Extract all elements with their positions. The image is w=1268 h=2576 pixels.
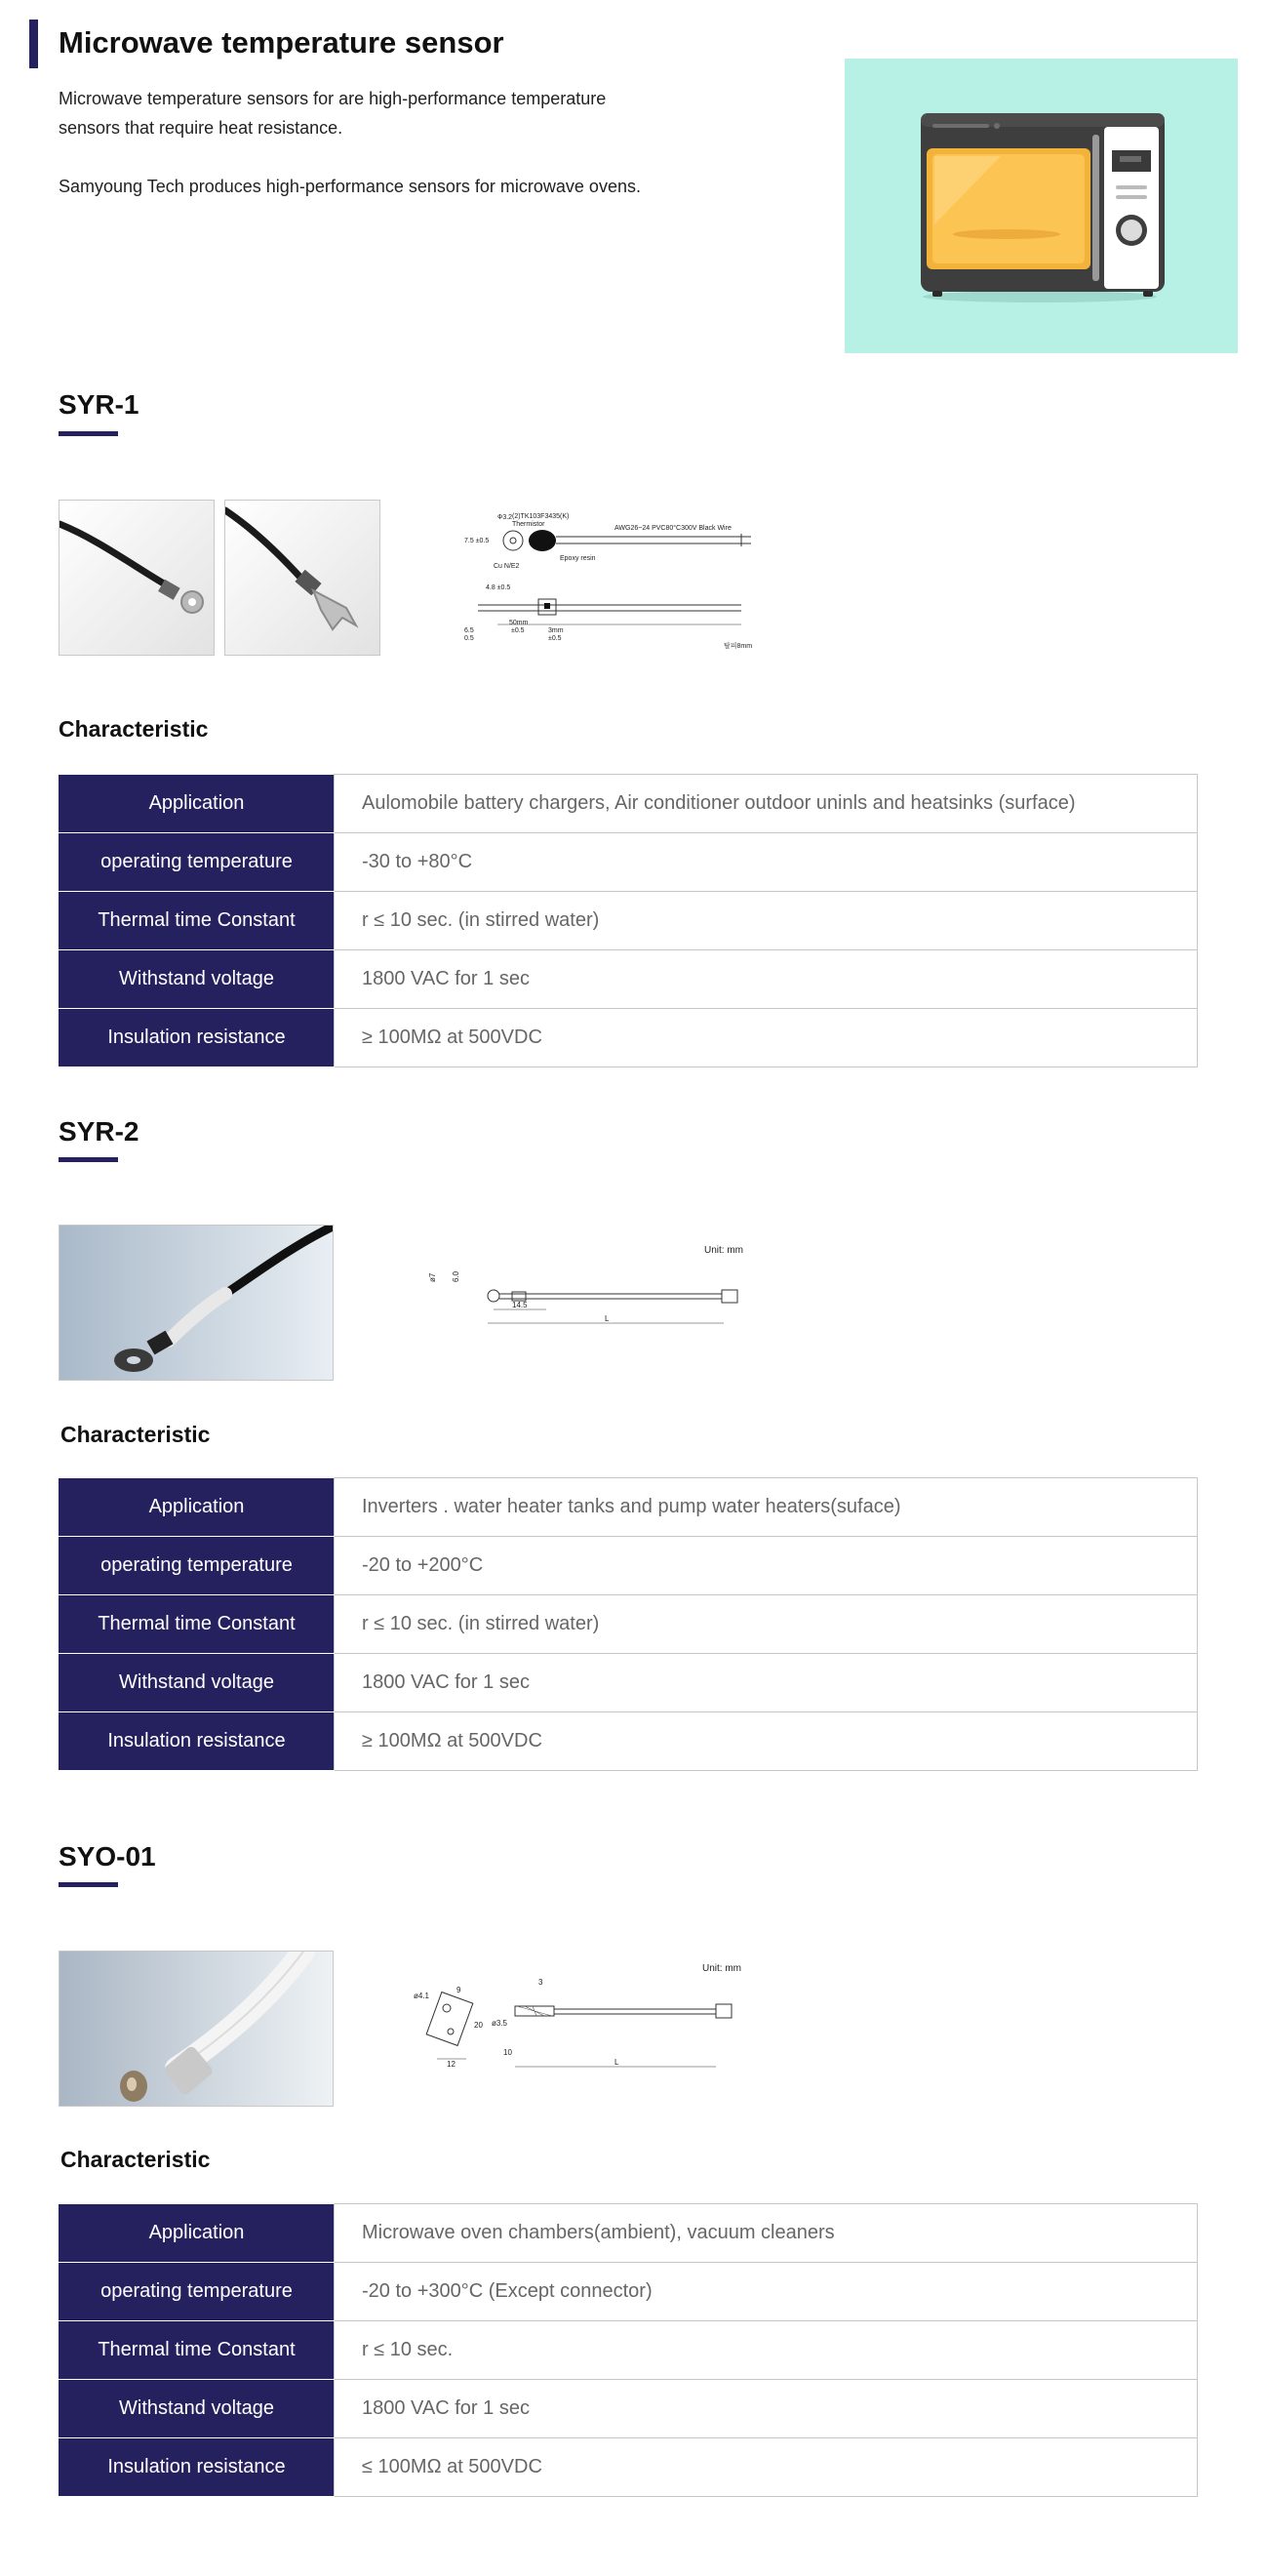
title-accent-bar	[29, 20, 38, 68]
drawing-label: ø7	[428, 1272, 437, 1282]
microwave-illustration	[845, 59, 1238, 353]
product-photo	[59, 1225, 334, 1381]
table-row	[59, 833, 1198, 892]
drawing-label: 탈피8mm	[724, 643, 753, 650]
spec-label: Insulation resistance	[59, 2438, 335, 2497]
spec-value: 1800 VAC for 1 sec	[335, 2380, 1198, 2438]
title-underline	[59, 1882, 118, 1887]
spec-label: operating temperature	[59, 833, 335, 892]
table-row	[59, 2204, 1198, 2263]
intro-paragraph: Samyoung Tech produces high-performance sensors for microwave ovens.	[59, 177, 641, 196]
spec-label: Withstand voltage	[59, 2380, 335, 2438]
table-row	[59, 2438, 1198, 2497]
characteristic-heading: Characteristic	[59, 716, 209, 742]
drawing-label: Cu N/E2	[494, 563, 520, 570]
table-row	[59, 892, 1198, 950]
drawing-label: 0.5	[464, 635, 474, 642]
table-row	[59, 2321, 1198, 2380]
page-header	[0, 0, 1268, 371]
drawing-label: ±0.5	[511, 627, 525, 634]
drawing-label: 10	[503, 2048, 512, 2057]
spec-label: operating temperature	[59, 2263, 335, 2321]
drawing-label: ø3.5	[492, 2019, 508, 2028]
drawing-label: ±0.5	[548, 635, 562, 642]
spec-value: r ≤ 10 sec. (in stirred water)	[335, 892, 1198, 950]
title-underline	[59, 431, 118, 436]
product-photo	[224, 500, 380, 656]
spec-value: Aulomobile battery chargers, Air conditioner outdoor uninls and heatsinks (surface)	[335, 775, 1198, 833]
spec-label: Thermal time Constant	[59, 2321, 335, 2380]
spec-value: 1800 VAC for 1 sec	[335, 1654, 1198, 1712]
table-row	[59, 1009, 1198, 1067]
product-photo	[59, 1951, 334, 2107]
spec-value: ≥ 100MΩ at 500VDC	[335, 1712, 1198, 1771]
spec-label: Application	[59, 775, 335, 833]
spec-label: Application	[59, 2204, 335, 2263]
product-title: SYR-1	[59, 389, 139, 420]
spec-value: -30 to +80°C	[335, 833, 1198, 892]
spec-value: ≥ 100MΩ at 500VDC	[335, 1009, 1198, 1067]
drawing-label: Ф3.2	[497, 514, 513, 521]
technical-drawing	[458, 503, 775, 660]
drawing-unit: Unit: mm	[704, 1245, 743, 1256]
intro-paragraph: Microwave temperature sensors for are high-performance temperature sensors that require heat resistance.	[59, 89, 607, 138]
spec-label: Thermal time Constant	[59, 892, 335, 950]
page-title: Microwave temperature sensor	[59, 25, 504, 60]
drawing-label: 4.8 ±0.5	[486, 584, 511, 591]
table-row	[59, 1595, 1198, 1654]
drawing-label: 20	[474, 2021, 483, 2030]
spec-label: Withstand voltage	[59, 950, 335, 1009]
spec-table	[59, 774, 1198, 1067]
drawing-unit: Unit: mm	[702, 1963, 741, 1974]
drawing-label: 7.5 ±0.5	[464, 538, 490, 544]
drawing-label: L	[614, 2058, 619, 2067]
table-row	[59, 1478, 1198, 1537]
spec-label: Insulation resistance	[59, 1712, 335, 1771]
drawing-label: 12	[447, 2060, 456, 2069]
product-photo	[59, 500, 215, 656]
drawing-label: 50mm	[509, 620, 529, 626]
table-row	[59, 1654, 1198, 1712]
spec-label: Withstand voltage	[59, 1654, 335, 1712]
drawing-label: L	[605, 1314, 610, 1323]
drawing-label: 6.5	[464, 627, 474, 634]
characteristic-heading: Characteristic	[60, 2147, 211, 2172]
technical-drawing	[408, 1957, 759, 2104]
spec-table	[59, 1477, 1198, 1771]
drawing-label: 14.5	[512, 1301, 528, 1309]
spec-label: Application	[59, 1478, 335, 1537]
drawing-label: Thermistor	[512, 521, 545, 528]
drawing-label: (2)TK103F3435(K)	[512, 513, 570, 520]
spec-value: Microwave oven chambers(ambient), vacuum cleaners	[335, 2204, 1198, 2263]
spec-value: -20 to +200°C	[335, 1537, 1198, 1595]
drawing-label: ø4.1	[414, 1992, 430, 2000]
spec-value: Inverters . water heater tanks and pump water heaters(suface)	[335, 1478, 1198, 1537]
drawing-label: 9	[456, 1986, 461, 1994]
table-row	[59, 1537, 1198, 1595]
spec-value: 1800 VAC for 1 sec	[335, 950, 1198, 1009]
product-title: SYO-01	[59, 1841, 156, 1872]
table-row	[59, 775, 1198, 833]
technical-drawing	[419, 1239, 751, 1356]
table-row	[59, 1712, 1198, 1771]
characteristic-heading: Characteristic	[60, 1422, 211, 1447]
title-underline	[59, 1157, 118, 1162]
table-row	[59, 2263, 1198, 2321]
spec-label: Insulation resistance	[59, 1009, 335, 1067]
spec-table	[59, 2203, 1198, 2497]
drawing-label: AWG26~24 PVC80°C300V Black Wire	[614, 525, 732, 532]
drawing-label: 3mm	[548, 627, 564, 634]
spec-value: r ≤ 10 sec.	[335, 2321, 1198, 2380]
spec-label: operating temperature	[59, 1537, 335, 1595]
drawing-label: 3	[538, 1978, 543, 1987]
spec-value: ≤ 100MΩ at 500VDC	[335, 2438, 1198, 2497]
intro-text	[59, 84, 644, 230]
spec-label: Thermal time Constant	[59, 1595, 335, 1654]
table-row	[59, 2380, 1198, 2438]
spec-value: r ≤ 10 sec. (in stirred water)	[335, 1595, 1198, 1654]
table-row	[59, 950, 1198, 1009]
spec-value: -20 to +300°C (Except connector)	[335, 2263, 1198, 2321]
drawing-label: Epoxy resin	[560, 555, 596, 562]
drawing-label: 6.0	[452, 1270, 460, 1282]
microwave-icon	[845, 59, 1238, 353]
product-title: SYR-2	[59, 1116, 139, 1147]
